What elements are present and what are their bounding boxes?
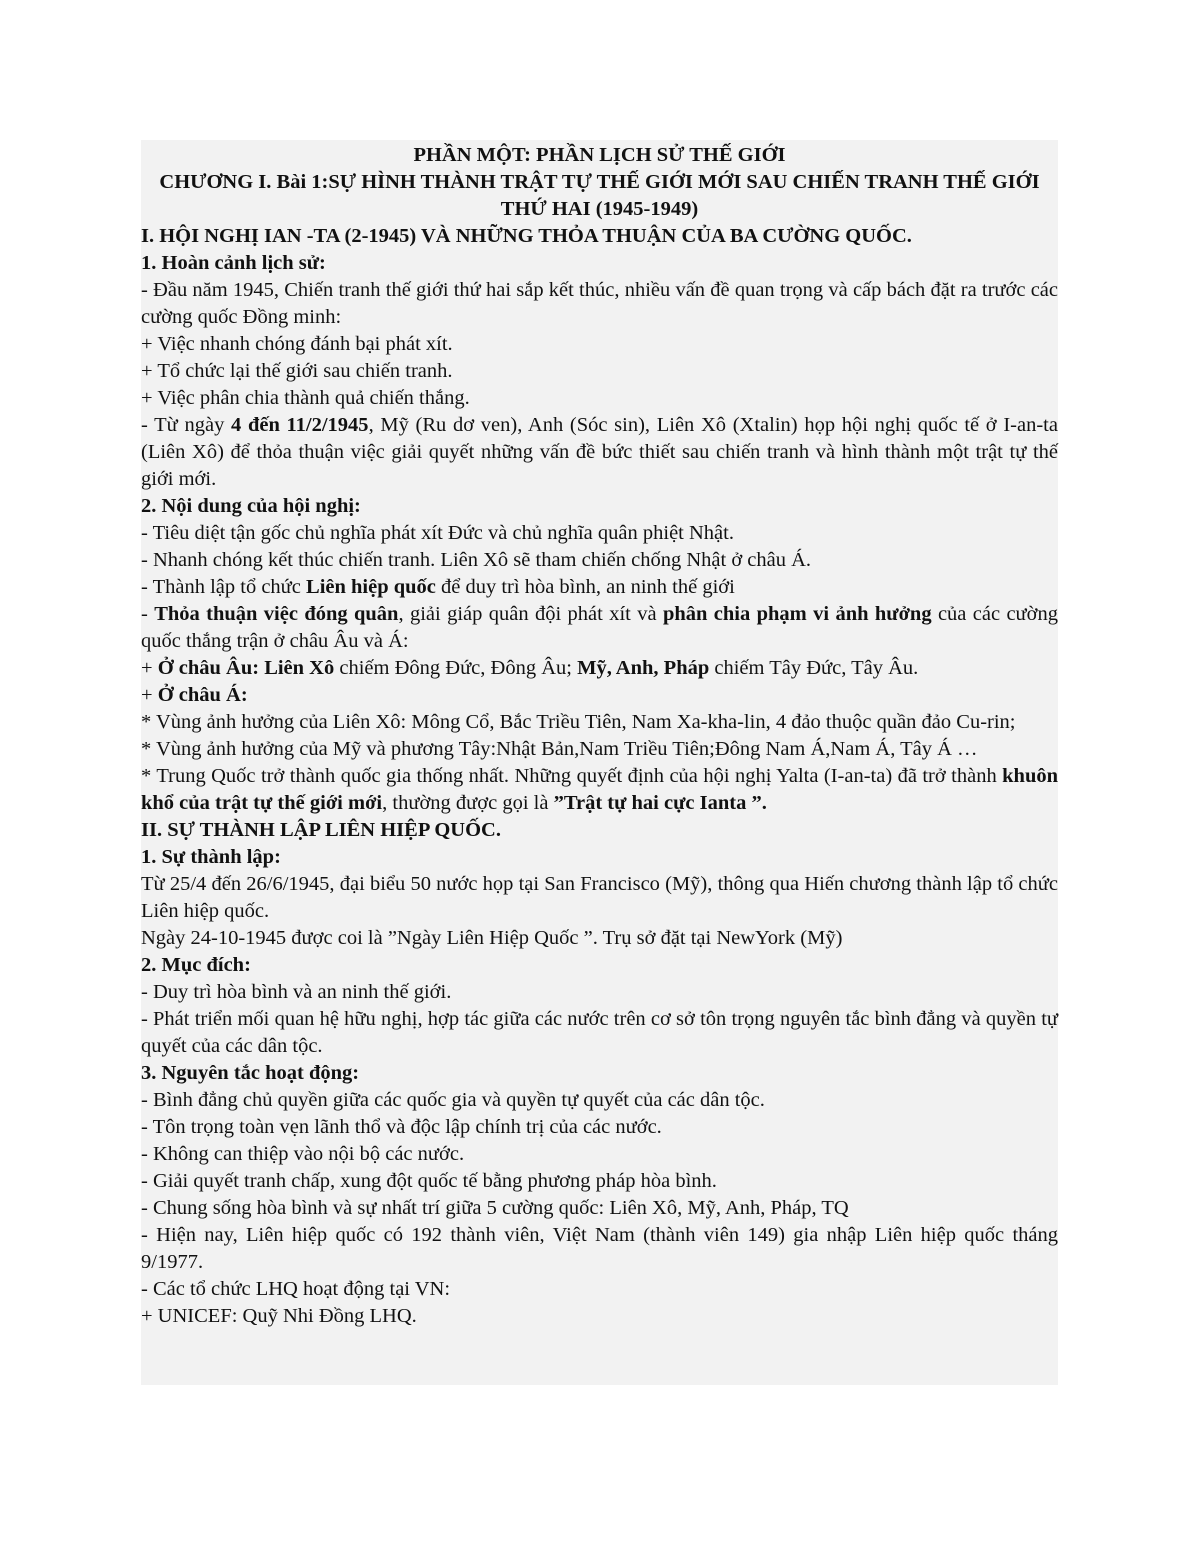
paragraph: - Đầu năm 1945, Chiến tranh thế giới thứ hai sắp kết thúc, nhiều vấn đề quan trọng và cấp bách đặt ra trước các cường quốc Đồng minh: bbox=[141, 279, 1058, 328]
bullet-item: - Duy trì hòa bình và an ninh thế giới. bbox=[141, 981, 452, 1003]
bullet-item: - Tôn trọng toàn vẹn lãnh thổ và độc lập chính trị của các nước. bbox=[141, 1116, 662, 1138]
bullet-item: + Việc phân chia thành quả chiến thắng. bbox=[141, 387, 470, 409]
bullet-item: - Thỏa thuận việc đóng quân, giải giáp quân đội phát xít và phân chia phạm vi ảnh hưởng của các cường quốc thắng trận ở châu Âu và Á: bbox=[141, 603, 1058, 652]
bullet-item: - Hiện nay, Liên hiệp quốc có 192 thành viên, Việt Nam (thành viên 149) gia nhập Liên hiệp quốc tháng 9/1977. bbox=[141, 1224, 1058, 1273]
document-body bbox=[141, 140, 1058, 1385]
bullet-item: - Bình đẳng chủ quyền giữa các quốc gia và quyền tự quyết của các dân tộc. bbox=[141, 1089, 765, 1111]
subheading-purpose: 2. Mục đích: bbox=[141, 954, 251, 976]
bullet-item: + UNICEF: Quỹ Nhi Đồng LHQ. bbox=[141, 1305, 417, 1327]
part-title: PHẦN MỘT: PHẦN LỊCH SỬ THẾ GIỚI bbox=[413, 144, 786, 166]
subheading-founding: 1. Sự thành lập: bbox=[141, 846, 281, 868]
bullet-item: - Không can thiệp vào nội bộ các nước. bbox=[141, 1143, 465, 1165]
chapter-title: CHƯƠNG I. Bài 1:SỰ HÌNH THÀNH TRẬT TỰ THẾ GIỚI MỚI SAU CHIẾN TRANH THẾ GIỚI THỨ HAI (1945-1949) bbox=[159, 171, 1040, 220]
paragraph: * Trung Quốc trở thành quốc gia thống nhất. Những quyết định của hội nghị Yalta (I-an-ta) đã trở thành khuôn khổ của trật tự thế giới mới, thường được gọi là ”Trật tự hai cực Ianta ”. bbox=[141, 765, 1058, 814]
subheading-principles: 3. Nguyên tắc hoạt động: bbox=[141, 1062, 360, 1084]
bullet-item: + Ở châu Âu: Liên Xô chiếm Đông Đức, Đông Âu; Mỹ, Anh, Pháp chiếm Tây Đức, Tây Âu. bbox=[141, 657, 919, 679]
bullet-item: + Việc nhanh chóng đánh bại phát xít. bbox=[141, 333, 453, 355]
subheading-conference-content: 2. Nội dung của hội nghị: bbox=[141, 495, 361, 517]
bullet-item: + Ở châu Á: bbox=[141, 684, 248, 706]
bullet-item: - Chung sống hòa bình và sự nhất trí giữa 5 cường quốc: Liên Xô, Mỹ, Anh, Pháp, TQ bbox=[141, 1197, 849, 1219]
bullet-item: - Nhanh chóng kết thúc chiến tranh. Liên Xô sẽ tham chiến chống Nhật ở châu Á. bbox=[141, 549, 812, 571]
section-heading-2: II. SỰ THÀNH LẬP LIÊN HIỆP QUỐC. bbox=[141, 819, 501, 841]
bullet-item: * Vùng ảnh hưởng của Mỹ và phương Tây:Nhật Bản,Nam Triều Tiên;Đông Nam Á,Nam Á, Tây Á … bbox=[141, 738, 978, 760]
paragraph: Ngày 24-10-1945 được coi là ”Ngày Liên Hiệp Quốc ”. Trụ sở đặt tại NewYork (Mỹ) bbox=[141, 927, 843, 949]
paragraph: Từ 25/4 đến 26/6/1945, đại biểu 50 nước họp tại San Francisco (Mỹ), thông qua Hiến chương thành lập tổ chức Liên hiệp quốc. bbox=[141, 873, 1058, 922]
paragraph: - Từ ngày 4 đến 11/2/1945, Mỹ (Ru dơ ven), Anh (Sóc sin), Liên Xô (Xtalin) họp hội nghị quốc tế ở I-an-ta (Liên Xô) để thỏa thuận việc giải quyết những vấn đề bức thiết sau chiến tranh và hình thành một trật tự thế giới mới. bbox=[141, 414, 1058, 490]
bullet-item: - Tiêu diệt tận gốc chủ nghĩa phát xít Đức và chủ nghĩa quân phiệt Nhật. bbox=[141, 522, 734, 544]
bullet-item: - Phát triển mối quan hệ hữu nghị, hợp tác giữa các nước trên cơ sở tôn trọng nguyên tắc bình đẳng và quyền tự quyết của các dân tộc. bbox=[141, 1008, 1058, 1057]
subheading-historical-context: 1. Hoàn cảnh lịch sử: bbox=[141, 252, 326, 274]
bullet-item: - Các tổ chức LHQ hoạt động tại VN: bbox=[141, 1278, 451, 1300]
bullet-item: - Giải quyết tranh chấp, xung đột quốc tế bằng phương pháp hòa bình. bbox=[141, 1170, 717, 1192]
bullet-item: + Tổ chức lại thế giới sau chiến tranh. bbox=[141, 360, 453, 382]
bullet-item: * Vùng ảnh hưởng của Liên Xô: Mông Cổ, Bắc Triều Tiên, Nam Xa-kha-lin, 4 đảo thuộc quần đảo Cu-rin; bbox=[141, 711, 1016, 733]
bullet-item: - Thành lập tổ chức Liên hiệp quốc để duy trì hòa bình, an ninh thế giới bbox=[141, 576, 735, 598]
section-heading-1: I. HỘI NGHỊ IAN -TA (2-1945) VÀ NHỮNG THỎA THUẬN CỦA BA CƯỜNG QUỐC. bbox=[141, 225, 912, 247]
